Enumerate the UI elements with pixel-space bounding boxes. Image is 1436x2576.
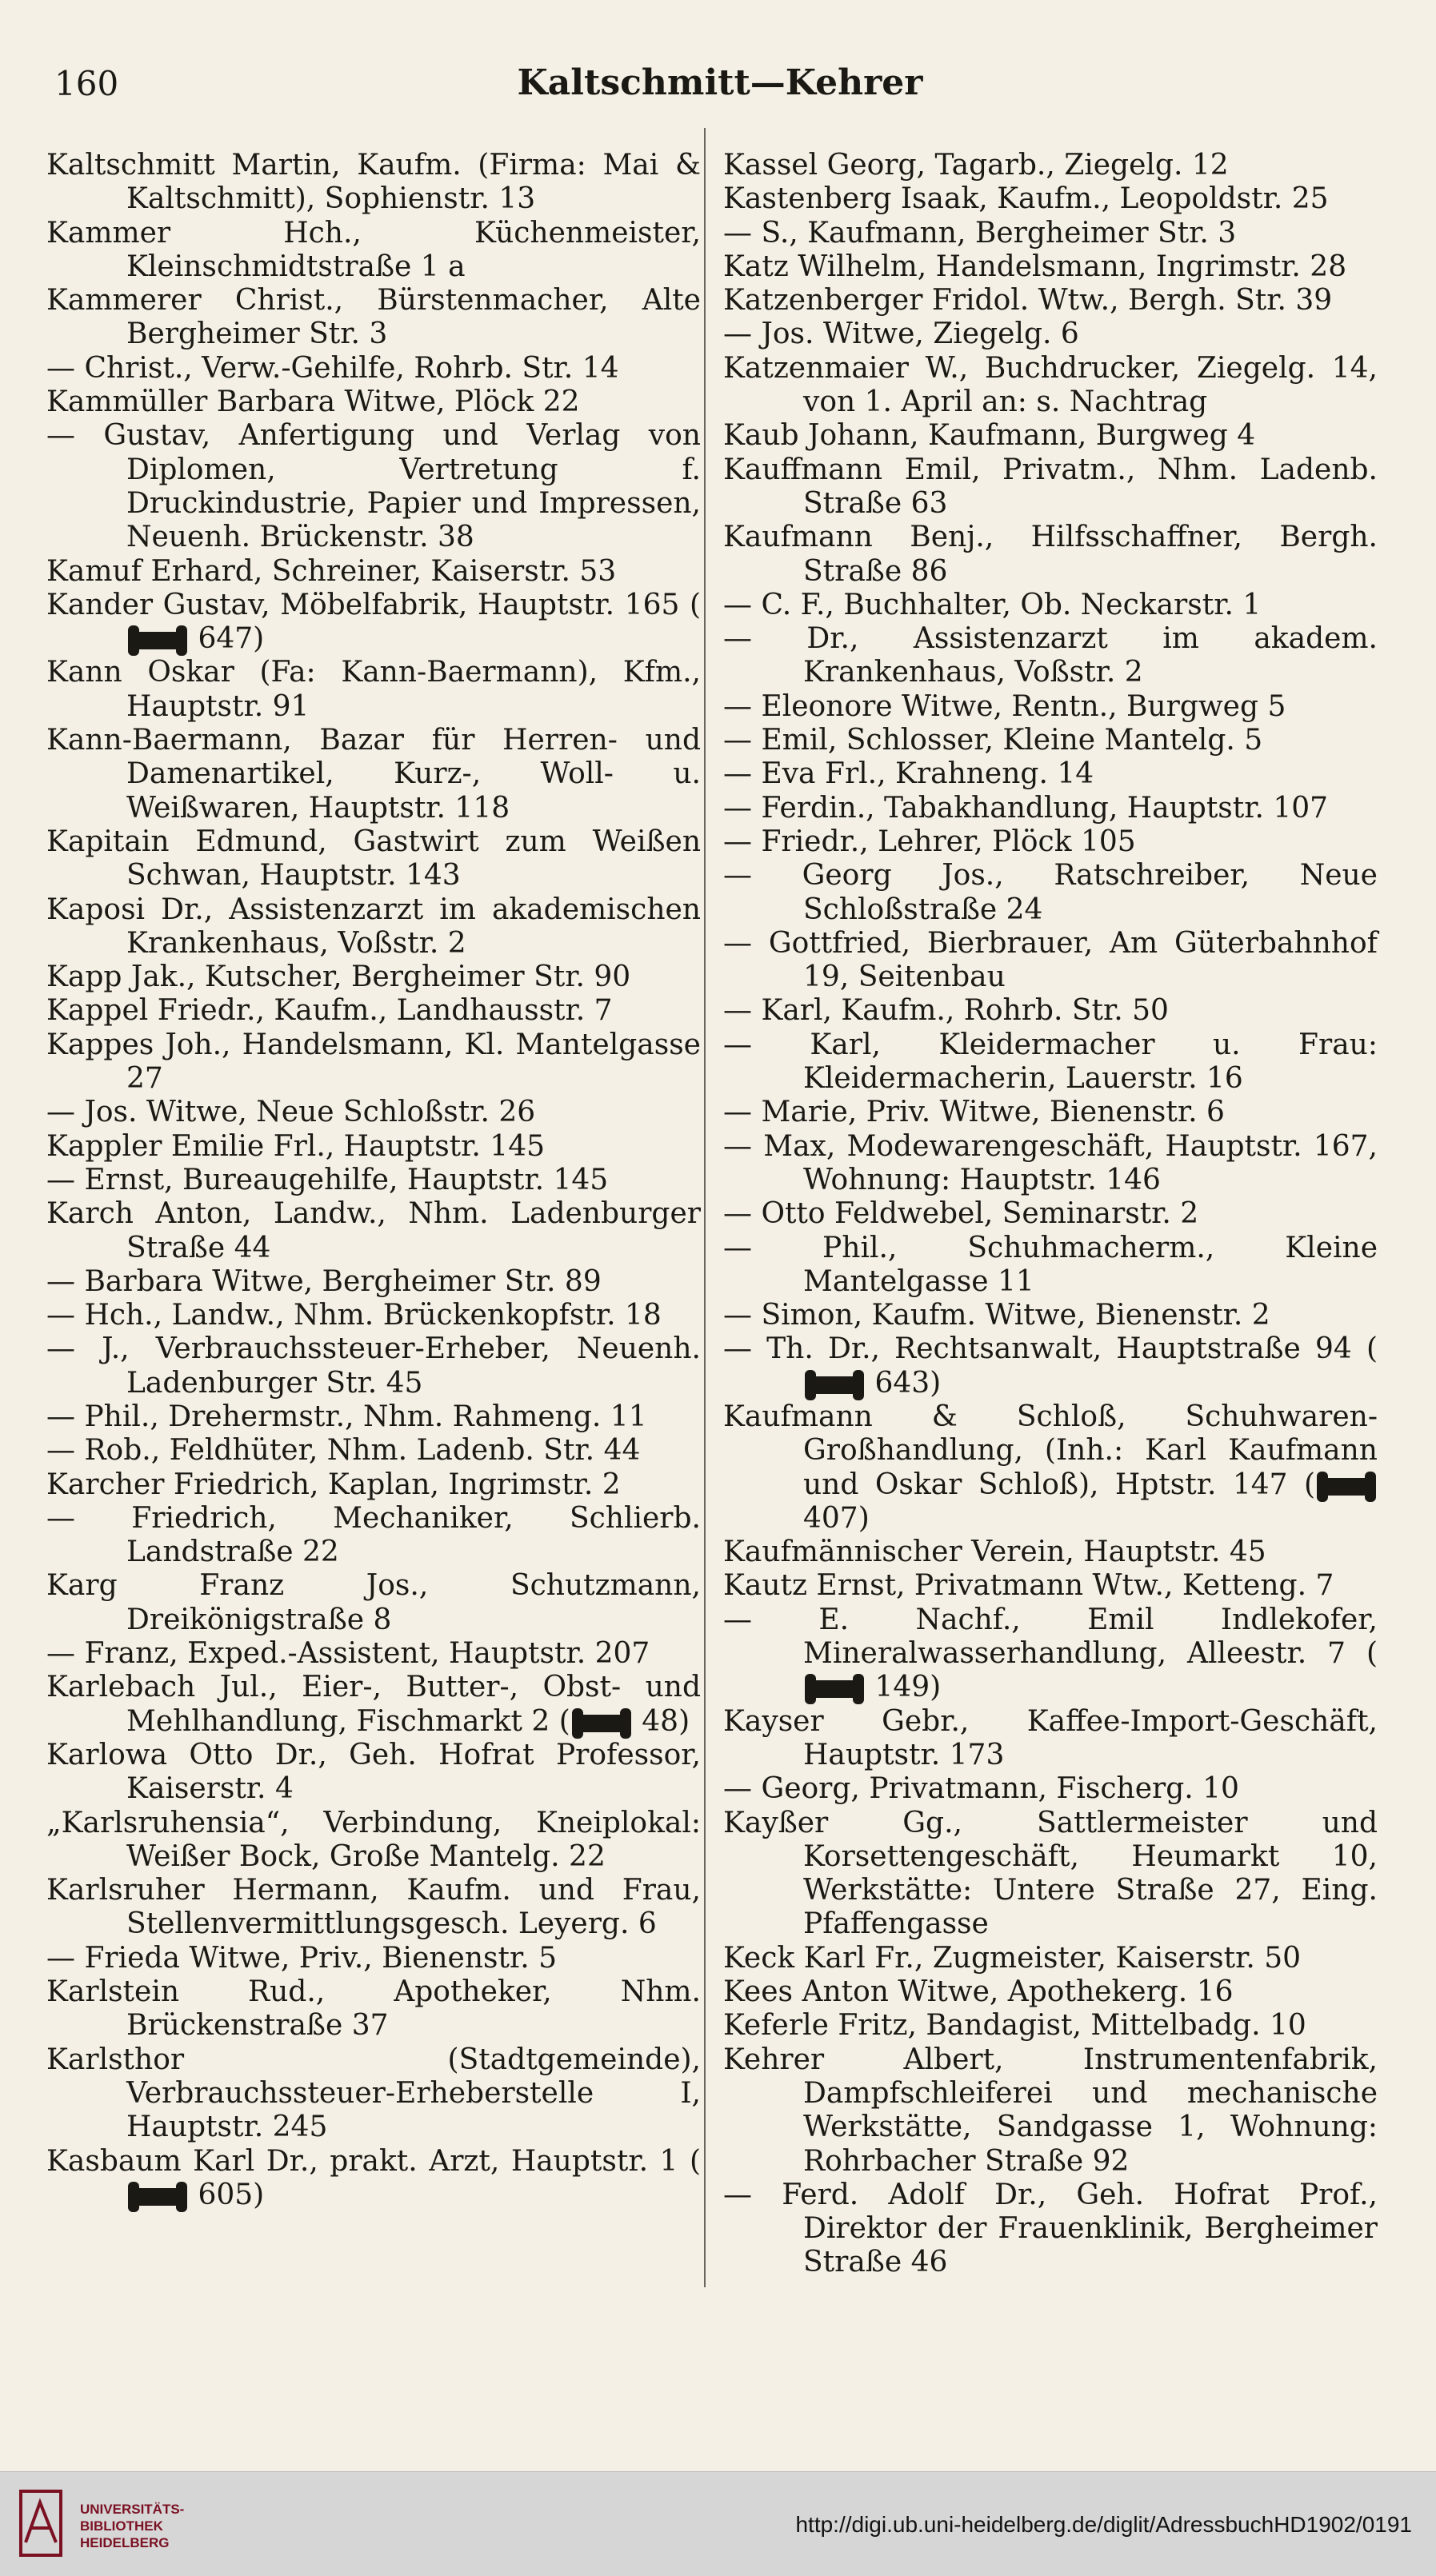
directory-entry: Kammerer Christ., Bürstenmacher, Alte Bergheimer Str. 3 (46, 284, 701, 351)
directory-entry: — Gustav, Anfertigung und Verlag von Diplomen, Vertretung f. Druckindustrie, Papier und Impressen, Neuenh. Brückenstr. 38 (46, 419, 701, 554)
directory-entry: — Ferd. Adolf Dr., Geh. Hofrat Prof., Direktor der Frauenklinik, Bergheimer Straße 46 (723, 2178, 1378, 2279)
directory-entry: Keferle Fritz, Bandagist, Mittelbadg. 10 (723, 2009, 1306, 2043)
telephone-icon (130, 632, 186, 649)
directory-entry: — Georg, Privatmann, Fischerg. 10 (723, 1772, 1239, 1806)
telephone-icon (806, 1376, 862, 1394)
footer-bar (0, 2471, 1436, 2576)
right-column (723, 149, 1378, 2280)
library-line: UNIVERSITÄTS- (80, 2502, 185, 2517)
directory-entry: — Rob., Feldhüter, Nhm. Ladenb. Str. 44 (46, 1434, 641, 1468)
directory-entry: — S., Kaufmann, Bergheimer Str. 3 (723, 216, 1237, 250)
directory-entry: — Ferdin., Tabakhandlung, Hauptstr. 107 (723, 791, 1329, 825)
directory-entry: — Ernst, Bureaugehilfe, Hauptstr. 145 (46, 1163, 609, 1196)
directory-entry: Kauffmann Emil, Privatm., Nhm. Ladenb. Straße 63 (723, 453, 1378, 520)
directory-entry: Kapp Jak., Kutscher, Bergheimer Str. 90 (46, 961, 631, 994)
directory-entry: — Dr., Assistenzarzt im akadem. Krankenhaus, Voßstr. 2 (723, 622, 1378, 689)
directory-entry: — Karl, Kleidermacher u. Frau: Kleidermacherin, Lauerstr. 16 (723, 1028, 1378, 1096)
directory-entry: Kaltschmitt Martin, Kaufm. (Firma: Mai & Kaltschmitt), Sophienstr. 13 (46, 149, 701, 216)
directory-entry: Karlebach Jul., Eier-, Butter-, Obst- und Mehlhandlung, Fischmarkt 2 ( 48) (46, 1671, 701, 1738)
directory-entry: Kammüller Barbara Witwe, Plöck 22 (46, 385, 580, 419)
page-number: 160 (54, 64, 119, 103)
directory-entry: Kappel Friedr., Kaufm., Landhausstr. 7 (46, 994, 613, 1028)
directory-entry: — Phil., Drehermstr., Nhm. Rahmeng. 11 (46, 1400, 647, 1433)
source-url-link[interactable]: http://digi.ub.uni-heidelberg.de/diglit/AdressbuchHD1902/0191 (795, 2512, 1412, 2537)
directory-entry: Kann-Baermann, Bazar für Herren- und Damenartikel, Kurz-, Woll- u. Weißwaren, Hauptstr. 118 (46, 724, 701, 825)
directory-entry: — Eva Frl., Krahneng. 14 (723, 757, 1094, 791)
directory-entry: Kaufmann & Schloß, Schuhwaren-Großhandlung, (Inh.: Karl Kaufmann und Oskar Schloß), Hptstr. 147 ( 407) (723, 1400, 1378, 1535)
directory-entry: — Jos. Witwe, Ziegelg. 6 (723, 318, 1079, 351)
directory-entry: — Eleonore Witwe, Rentn., Burgweg 5 (723, 689, 1286, 723)
running-title: Kaltschmitt—Kehrer (517, 62, 923, 103)
library-logo (18, 2486, 64, 2560)
directory-entry: — Simon, Kaufm. Witwe, Bienenstr. 2 (723, 1299, 1270, 1332)
directory-entry: — Frieda Witwe, Priv., Bienenstr. 5 (46, 1941, 558, 1975)
directory-entry: — Franz, Exped.-Assistent, Hauptstr. 207 (46, 1637, 650, 1671)
directory-entry: — Phil., Schuhmacherm., Kleine Mantelgasse 11 (723, 1231, 1378, 1298)
directory-entry: Kann Oskar (Fa: Kann-Baermann), Kfm., Hauptstr. 91 (46, 656, 701, 723)
directory-entry: Kaufmann Benj., Hilfsschaffner, Bergh. Straße 86 (723, 521, 1378, 588)
directory-entry: — Otto Feldwebel, Seminarstr. 2 (723, 1197, 1199, 1231)
directory-entry: Katz Wilhelm, Handelsmann, Ingrimstr. 28 (723, 250, 1347, 283)
directory-entry: Karg Franz Jos., Schutzmann, Dreikönigstraße 8 (46, 1569, 701, 1636)
directory-entry: — Gottfried, Bierbrauer, Am Güterbahnhof 19, Seitenbau (723, 926, 1378, 994)
directory-entry: Kasbaum Karl Dr., prakt. Arzt, Hauptstr. 1 ( 605) (46, 2144, 701, 2211)
directory-entry: „Karlsruhensia“, Verbindung, Kneiplokal: Weißer Bock, Große Mantelg. 22 (46, 1806, 701, 1873)
directory-entry: Kander Gustav, Möbelfabrik, Hauptstr. 165 ( 647) (46, 588, 701, 656)
directory-entry: — J., Verbrauchssteuer-Erheber, Neuenh. Ladenburger Str. 45 (46, 1332, 701, 1400)
directory-entry: — Th. Dr., Rechtsanwalt, Hauptstraße 94 ( 643) (723, 1332, 1378, 1400)
directory-entry: — Jos. Witwe, Neue Schloßstr. 26 (46, 1096, 536, 1129)
directory-entry: — C. F., Buchhalter, Ob. Neckarstr. 1 (723, 588, 1262, 621)
library-line: BIBLIOTHEK (80, 2518, 163, 2534)
directory-entry: Kaposi Dr., Assistenzarzt im akademischen Krankenhaus, Voßstr. 2 (46, 893, 701, 960)
telephone-icon (806, 1680, 862, 1698)
directory-entry: Katzenmaier W., Buchdrucker, Ziegelg. 14, von 1. April an: s. Nachtrag (723, 351, 1378, 419)
directory-entry: Katzenberger Fridol. Wtw., Bergh. Str. 39 (723, 284, 1333, 318)
directory-entry: — Friedrich, Mechaniker, Schlierb. Landstraße 22 (46, 1501, 701, 1569)
directory-entry: Karch Anton, Landw., Nhm. Ladenburger Straße 44 (46, 1197, 701, 1264)
directory-entry: Kappler Emilie Frl., Hauptstr. 145 (46, 1129, 546, 1163)
directory-entry: Kayser Gebr., Kaffee-Import-Geschäft, Hauptstr. 173 (723, 1704, 1378, 1771)
directory-entry: — Friedr., Lehrer, Plöck 105 (723, 825, 1136, 858)
directory-entry: Kamuf Erhard, Schreiner, Kaiserstr. 53 (46, 554, 617, 588)
directory-entry: — Barbara Witwe, Bergheimer Str. 89 (46, 1264, 602, 1298)
directory-entry: — Max, Modewarengeschäft, Hauptstr. 167, Wohnung: Hauptstr. 146 (723, 1129, 1378, 1196)
directory-entry: Karlowa Otto Dr., Geh. Hofrat Professor, Kaiserstr. 4 (46, 1738, 701, 1806)
directory-entry: — E. Nachf., Emil Indlekofer, Mineralwasserhandlung, Alleestr. 7 ( 149) (723, 1603, 1378, 1704)
directory-entry: Karcher Friedrich, Kaplan, Ingrimstr. 2 (46, 1468, 621, 1501)
directory-entry: Keck Karl Fr., Zugmeister, Kaiserstr. 50 (723, 1941, 1302, 1975)
left-column (46, 149, 701, 2212)
library-line: HEIDELBERG (80, 2535, 170, 2550)
telephone-icon (1318, 1478, 1374, 1496)
directory-entry: Kastenberg Isaak, Kaufm., Leopoldstr. 25 (723, 182, 1329, 216)
directory-entry: Kammer Hch., Küchenmeister, Kleinschmidtstraße 1 a (46, 216, 701, 283)
directory-entry: Kassel Georg, Tagarb., Ziegelg. 12 (723, 149, 1229, 182)
directory-entry: Kaufmännischer Verein, Hauptstr. 45 (723, 1536, 1266, 1569)
directory-entry: Kayßer Gg., Sattlermeister und Korsettengeschäft, Heumarkt 10, Werkstätte: Untere Straße 27, Eing. Pfaffengasse (723, 1806, 1378, 1941)
directory-entry: Karlsthor (Stadtgemeinde), Verbrauchssteuer-Erheberstelle I, Hauptstr. 245 (46, 2043, 701, 2144)
directory-entry: Karlstein Rud., Apotheker, Nhm. Brückenstraße 37 (46, 1975, 701, 2043)
directory-entry: Kaub Johann, Kaufmann, Burgweg 4 (723, 419, 1256, 453)
library-name (80, 2501, 184, 2551)
directory-entry: Kehrer Albert, Instrumentenfabrik, Dampfschleiferei und mechanische Werkstätte, Sandgasse 1, Wohnung: Rohrbacher Straße 92 (723, 2043, 1378, 2178)
directory-entry: — Marie, Priv. Witwe, Bienenstr. 6 (723, 1096, 1225, 1129)
directory-entry: — Karl, Kaufm., Rohrb. Str. 50 (723, 994, 1169, 1028)
directory-entry: Kapitain Edmund, Gastwirt zum Weißen Schwan, Hauptstr. 143 (46, 825, 701, 893)
telephone-icon (574, 1715, 630, 1732)
directory-entry: — Emil, Schlosser, Kleine Mantelg. 5 (723, 724, 1263, 757)
directory-entry: Kappes Joh., Handelsmann, Kl. Mantelgasse 27 (46, 1028, 701, 1096)
directory-entry: Kees Anton Witwe, Apothekerg. 16 (723, 1975, 1234, 2009)
directory-entry: — Christ., Verw.-Gehilfe, Rohrb. Str. 14 (46, 351, 619, 385)
directory-entry: Karlsruher Hermann, Kaufm. und Frau, Stellenvermittlungsgesch. Leyerg. 6 (46, 1874, 701, 1941)
column-divider (704, 128, 706, 2287)
directory-entry: — Georg Jos., Ratschreiber, Neue Schloßstraße 24 (723, 859, 1378, 926)
telephone-icon (130, 2188, 186, 2206)
directory-entry: Kautz Ernst, Privatmann Wtw., Ketteng. 7 (723, 1569, 1334, 1603)
directory-entry: — Hch., Landw., Nhm. Brückenkopfstr. 18 (46, 1299, 662, 1332)
